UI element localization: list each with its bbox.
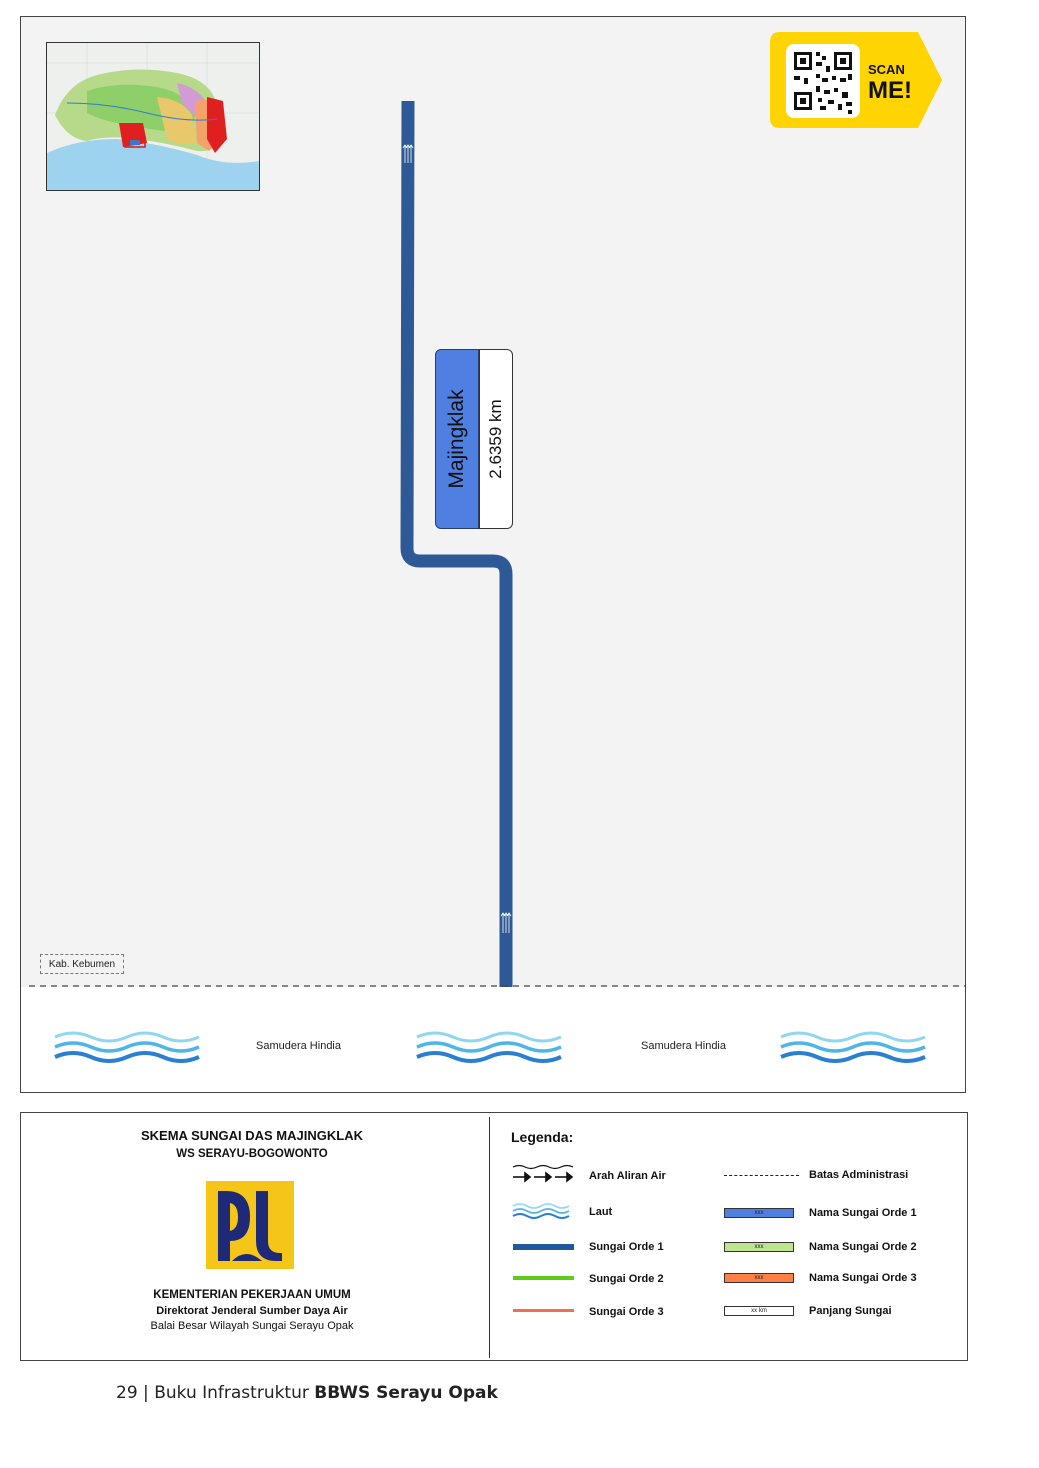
legend-name2-swatch: xxx — [724, 1242, 794, 1252]
legend-admin-dash — [724, 1175, 799, 1176]
river-name: Majingklak — [445, 389, 468, 489]
page-footer — [116, 1383, 498, 1403]
legend-name3-label: Nama Sungai Orde 3 — [809, 1272, 917, 1284]
legend-name3-swatch: xxx — [724, 1273, 794, 1283]
sea-label: Samudera Hindia — [256, 1040, 341, 1052]
balai-name: Balai Besar Wilayah Sungai Serayu Opak — [150, 1320, 354, 1332]
sea-area — [21, 987, 966, 1093]
river-length-box — [479, 349, 513, 529]
legend-flow-label: Arah Aliran Air — [589, 1170, 666, 1182]
legend-name1-label: Nama Sungai Orde 1 — [809, 1207, 917, 1219]
footer-text: Buku Infrastruktur — [154, 1383, 309, 1403]
flow-arrow-icon — [511, 1163, 575, 1185]
sea-wave-icon — [53, 1027, 201, 1067]
pu-logo-icon — [206, 1181, 294, 1269]
river-schematic-map — [20, 16, 966, 1093]
legend-panel — [20, 1112, 968, 1361]
legend-order1-label: Sungai Orde 1 — [589, 1241, 664, 1253]
legend-order3-line — [513, 1309, 574, 1312]
legend-order2-label: Sungai Orde 2 — [589, 1273, 664, 1285]
schema-subtitle: WS SERAYU-BOGOWONTO — [176, 1148, 328, 1160]
sea-wave-icon — [779, 1027, 927, 1067]
river-name-box — [435, 349, 479, 529]
legend-length-swatch: xx km — [724, 1306, 794, 1316]
footer-bold-text: BBWS Serayu Opak — [314, 1383, 498, 1403]
schema-title: SKEMA SUNGAI DAS MAJINGKLAK — [141, 1128, 363, 1143]
footer-separator: | — [143, 1383, 149, 1403]
page-number: 29 — [116, 1383, 138, 1403]
legend-title: Legenda: — [511, 1129, 574, 1145]
legend-order3-label: Sungai Orde 3 — [589, 1306, 664, 1318]
qr-scan-badge[interactable] — [770, 32, 944, 133]
admin-region-label: Kab. Kebumen — [40, 954, 124, 974]
legend-sea-label: Laut — [589, 1206, 613, 1218]
river-majingklak-line — [407, 101, 506, 987]
river-label-majingklak — [435, 349, 513, 529]
sea-label: Samudera Hindia — [641, 1040, 726, 1052]
legend-name2-label: Nama Sungai Orde 2 — [809, 1241, 917, 1253]
legend-order1-line — [513, 1244, 574, 1250]
qr-scan-text: SCAN — [868, 62, 905, 77]
legend-sea-icon — [511, 1201, 573, 1221]
legend-admin-label: Batas Administrasi — [809, 1169, 909, 1181]
inset-map-graphic — [47, 43, 259, 190]
legend-order2-line — [513, 1276, 574, 1280]
sea-wave-icon — [415, 1027, 563, 1067]
legend-length-label: Panjang Sungai — [809, 1305, 892, 1317]
river-length: 2.6359 km — [486, 399, 505, 479]
legend-name1-swatch: xxx — [724, 1208, 794, 1218]
directorate-name: Direktorat Jenderal Sumber Daya Air — [156, 1305, 348, 1317]
inset-locator-map — [46, 42, 260, 191]
ministry-name: KEMENTERIAN PEKERJAAN UMUM — [153, 1289, 351, 1301]
qr-code-icon — [770, 32, 944, 128]
legend-divider — [489, 1117, 490, 1358]
qr-me-text: ME! — [868, 77, 912, 104]
